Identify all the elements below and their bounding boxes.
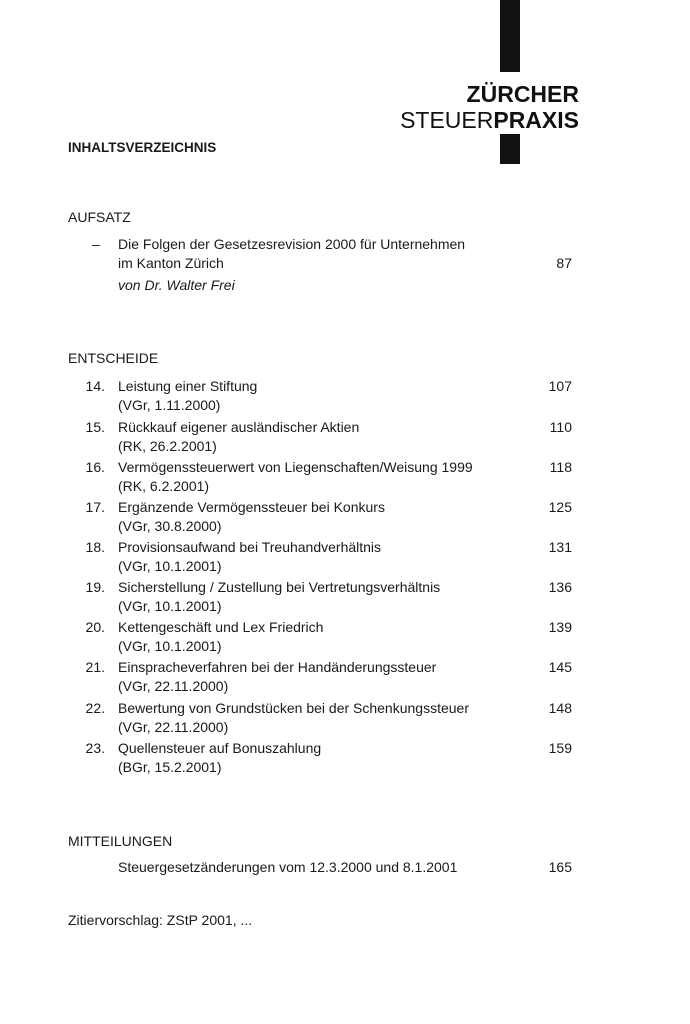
entry-page: 125 (548, 499, 572, 515)
entry-source: (BGr, 15.2.2001) (118, 759, 222, 775)
entry-title: Sicherstellung / Zustellung bei Vertretungsverhältnis (118, 579, 441, 595)
entry-page: 110 (549, 419, 572, 435)
entry-title-line1: Die Folgen der Gesetzesrevision 2000 für Unternehmen (118, 236, 466, 252)
entry-page: 131 (548, 539, 572, 555)
entry-number: 20. (85, 619, 105, 635)
entry-title: Kettengeschäft und Lex Friedrich (118, 619, 324, 635)
entry-number: 14. (85, 378, 105, 394)
entry-source: (VGr, 10.1.2001) (118, 638, 222, 654)
entry-source: (VGr, 10.1.2001) (118, 558, 222, 574)
entry-source: (VGr, 10.1.2001) (118, 598, 222, 614)
entry-title: Quellensteuer auf Bonuszahlung (118, 740, 322, 756)
logo-line1: ZÜRCHER (466, 81, 579, 107)
entry-author: von Dr. Walter Frei (118, 277, 235, 293)
entry-number: 21. (85, 659, 105, 675)
entry-title: Vermögenssteuerwert von Liegenschaften/Weisung 1999 (118, 459, 473, 475)
entry-source: (VGr, 22.11.2000) (118, 719, 229, 735)
entry-source: (VGr, 1.11.2000) (118, 397, 221, 413)
section-heading-entscheide: ENTSCHEIDE (68, 350, 159, 366)
entry-page: 139 (548, 619, 572, 635)
entry-number: 17. (85, 499, 105, 515)
entry-source: (RK, 26.2.2001) (118, 438, 217, 454)
section-heading-aufsatz: AUFSATZ (68, 209, 131, 225)
logo-line2-bold: PRAXIS (493, 107, 579, 133)
entry-number: 15. (85, 419, 105, 435)
entry-page: 87 (556, 255, 572, 271)
entry-number: 22. (85, 700, 105, 716)
entry-page: 136 (548, 579, 572, 595)
entry-page: 118 (549, 459, 572, 475)
section-heading-mitteilungen: MITTEILUNGEN (68, 833, 173, 849)
entry-page: 148 (548, 700, 572, 716)
entry-title: Leistung einer Stiftung (118, 378, 258, 394)
entry-title: Provisionsaufwand bei Treuhandverhältnis (118, 539, 382, 555)
entry-title: Ergänzende Vermögenssteuer bei Konkurs (118, 499, 385, 515)
logo-line2 (400, 109, 579, 132)
citation-suggestion: Zitiervorschlag: ZStP 2001, ... (68, 912, 253, 928)
entry-page: 145 (548, 659, 572, 675)
entry-page: 159 (548, 740, 572, 756)
entry-source: (RK, 6.2.2001) (118, 478, 210, 494)
entry-number: 19. (85, 579, 105, 595)
entry-title: Steuergesetzänderungen vom 12.3.2000 und 8.1.2001 (118, 859, 458, 875)
logo-line2-regular: STEUER (400, 107, 494, 133)
logo-bar-top (500, 0, 520, 72)
entry-number: 23. (85, 740, 105, 756)
entry-number: 16. (85, 459, 105, 475)
entry-source: (VGr, 22.11.2000) (118, 678, 229, 694)
entry-title: Einspracheverfahren bei der Handänderungssteuer (118, 659, 437, 675)
entry-title-line2: im Kanton Zürich (118, 255, 224, 271)
logo-bar-bottom (500, 134, 520, 164)
entry-page: 107 (548, 378, 572, 394)
entry-title: Bewertung von Grundstücken bei der Schenkungssteuer (118, 700, 469, 716)
entry-page: 165 (548, 859, 572, 875)
entry-number: 18. (85, 539, 105, 555)
toc-title: INHALTSVERZEICHNIS (68, 140, 217, 155)
entry-title: Rückkauf eigener ausländischer Aktien (118, 419, 360, 435)
entry-source: (VGr, 30.8.2000) (118, 518, 222, 534)
entry-dash: – (92, 236, 100, 252)
